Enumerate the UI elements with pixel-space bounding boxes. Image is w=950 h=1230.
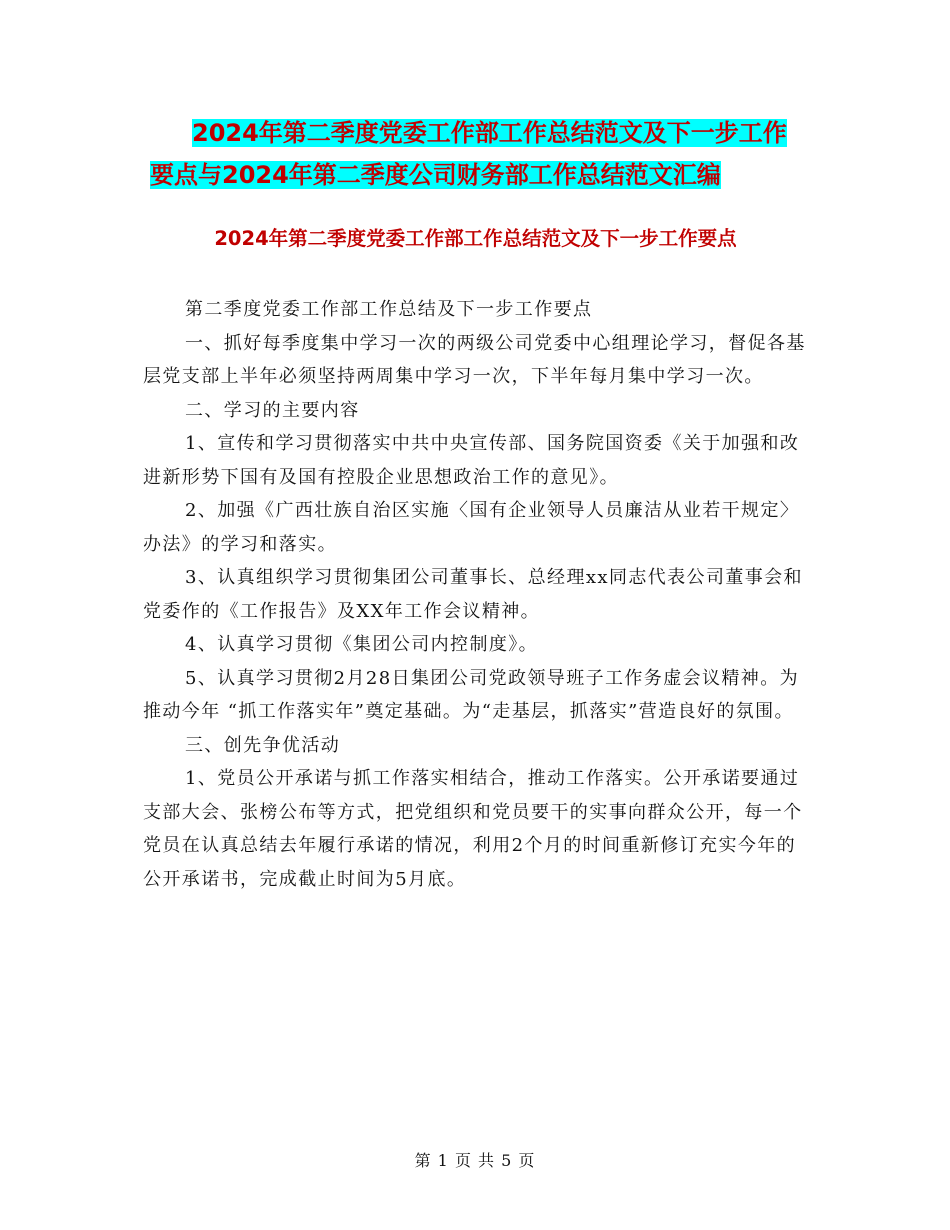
paragraph: 2、加强《广西壮族自治区实施〈国有企业领导人员廉洁从业若干规定〉办法》的学习和落实。 bbox=[143, 500, 800, 555]
main-title-highlight: 2024年第二季度党委工作部工作总结范文及下一步工作要点与2024年第二季度公司财务部工作总结范文汇编 bbox=[150, 119, 787, 189]
paragraph: 第二季度党委工作部工作总结及下一步工作要点 bbox=[185, 299, 593, 320]
paragraph: 3、认真组织学习贯彻集团公司董事长、总经理xx同志代表公司董事会和党委作的《工作报告》及XX年工作会议精神。 bbox=[143, 567, 803, 622]
paragraph: 1、党员公开承诺与抓工作落实相结合，推动工作落实。公开承诺要通过支部大会、张榜公布等方式，把党组织和党员要干的实事向群众公开，每一个党员在认真总结去年履行承诺的情况，利用2个月的时间重新修订充实今年的公开承诺书，完成截止时间为5月底。 bbox=[143, 768, 803, 890]
document-main-title bbox=[150, 112, 810, 196]
page-footer: 第 1 页 共 5 页 bbox=[414, 1151, 536, 1170]
paragraph: 1、宣传和学习贯彻落实中共中央宣传部、国务院国资委《关于加强和改进新形势下国有及国有控股企业思想政治工作的意见》。 bbox=[143, 433, 800, 488]
paragraph: 二、学习的主要内容 bbox=[185, 399, 360, 421]
paragraph: 三、创先争优活动 bbox=[185, 734, 341, 756]
paragraph: 5、认真学习贯彻2月28日集团公司党政领导班子工作务虚会议精神。为推动今年 “抓工作落实年”奠定基础。为“走基层，抓落实”营造良好的氛围。 bbox=[143, 667, 800, 722]
document-body bbox=[143, 293, 808, 896]
section-title: 2024年第二季度党委工作部工作总结范文及下一步工作要点 bbox=[214, 227, 737, 250]
paragraph: 4、认真学习贯彻《集团公司内控制度》。 bbox=[185, 634, 539, 655]
paragraph: 一、抓好每季度集中学习一次的两级公司党委中心组理论学习，督促各基层党支部上半年必须坚持两周集中学习一次，下半年每月集中学习一次。 bbox=[143, 332, 806, 387]
